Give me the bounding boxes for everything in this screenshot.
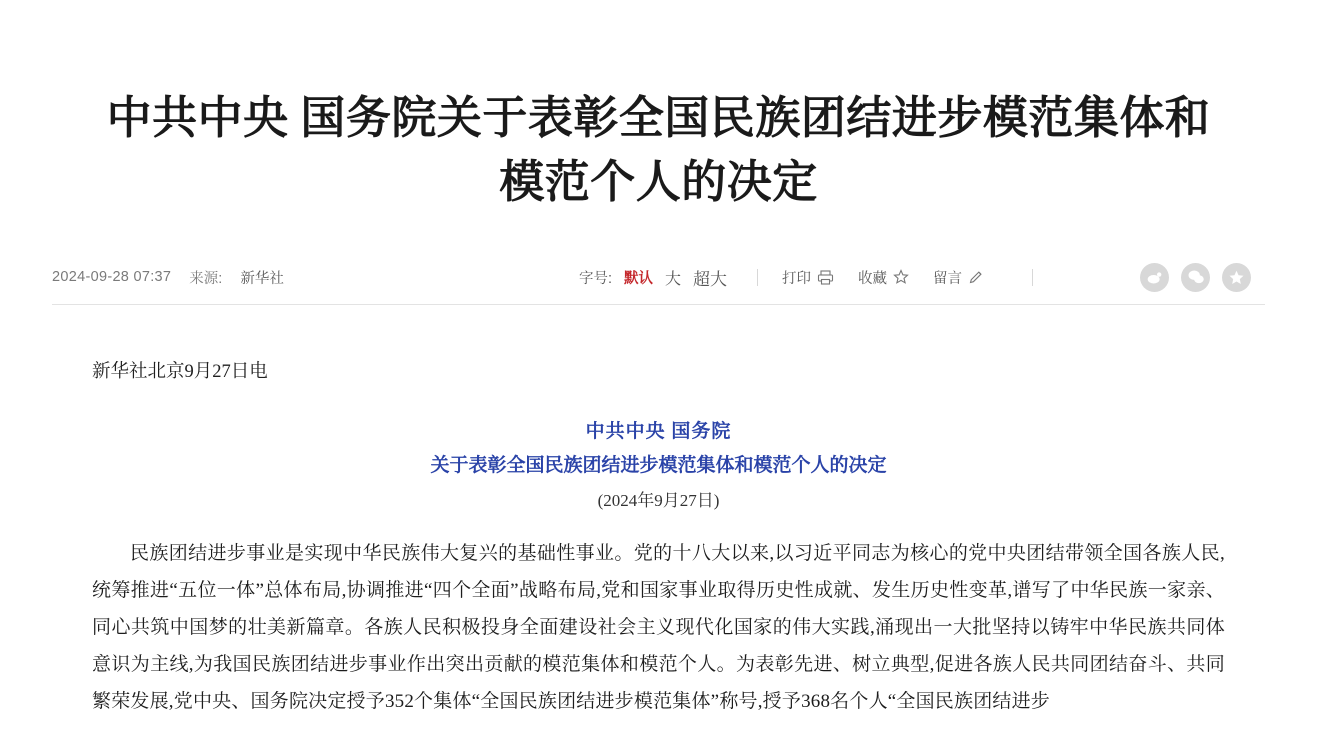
fontsize-large-option[interactable]: 大	[665, 270, 682, 288]
page-title: 中共中央 国务院关于表彰全国民族团结进步模范集体和模范个人的决定	[106, 93, 1211, 208]
pencil-icon	[968, 269, 984, 285]
article-page	[0, 30, 1317, 744]
print-button[interactable]	[782, 267, 834, 288]
fontsize-extralarge-option[interactable]: 超大	[693, 269, 728, 289]
source-name: 新华社	[240, 270, 284, 287]
fontsize-label: 字号:	[579, 270, 613, 287]
paragraph-1: 民族团结进步事业是实现中华民族伟大复兴的基础性事业。党的十八大以来,以习近平同志为核心的党中央团结带领全国各族人民,统筹推进“五位一体”总体布局,协调推进“四个全面”战略布局,党和国家事业取得历史性成就、发生历史性变革,谱写了中华民族一家亲、同心共筑中国梦的壮美新篇章。各族人民积极投身全面建设社会主义现代化国家的伟大实践,涌现出一大批坚持以铸牢中华民族共同体意识为主线,为我国民族团结进步事业作出突出贡献的模范集体和模范个人。为表彰先进、树立典型,促进各族人民共同团结奋斗、共同繁荣发展,党中央、国务院决定授予352个集体“全国民族团结进步模范集体”称号,授予368名个人“全国民族团结进步	[92, 543, 1225, 713]
fontsize-default-option[interactable]: 默认	[624, 270, 654, 287]
star-icon	[893, 269, 909, 285]
publish-date: 2024-09-28 07:37	[52, 269, 172, 286]
printer-icon	[817, 270, 834, 285]
meta-info	[52, 267, 284, 288]
view-controls	[579, 265, 1057, 290]
comment-button[interactable]	[933, 267, 984, 288]
qzone-icon[interactable]	[1222, 263, 1251, 292]
toolbar-divider-1	[757, 269, 758, 286]
social-share-group	[1140, 263, 1251, 292]
dispatch-line: 新华社北京9月27日电	[92, 362, 268, 383]
article-body	[92, 305, 1225, 720]
meta-toolbar	[52, 250, 1265, 305]
toolbar-divider-2	[1032, 269, 1033, 286]
favorite-label: 收藏	[858, 270, 888, 287]
weibo-icon[interactable]	[1140, 263, 1169, 292]
document-heading	[92, 415, 1225, 519]
favorite-button[interactable]	[858, 267, 909, 288]
doc-issuer: 中共中央 国务院	[585, 421, 732, 443]
print-label: 打印	[782, 270, 812, 287]
doc-date: (2024年9月27日)	[597, 491, 720, 511]
doc-subject: 关于表彰全国民族团结进步模范集体和模范个人的决定	[430, 455, 887, 477]
wechat-icon[interactable]	[1181, 263, 1210, 292]
comment-label: 留言	[933, 270, 963, 287]
source-label: 来源:	[189, 270, 223, 287]
